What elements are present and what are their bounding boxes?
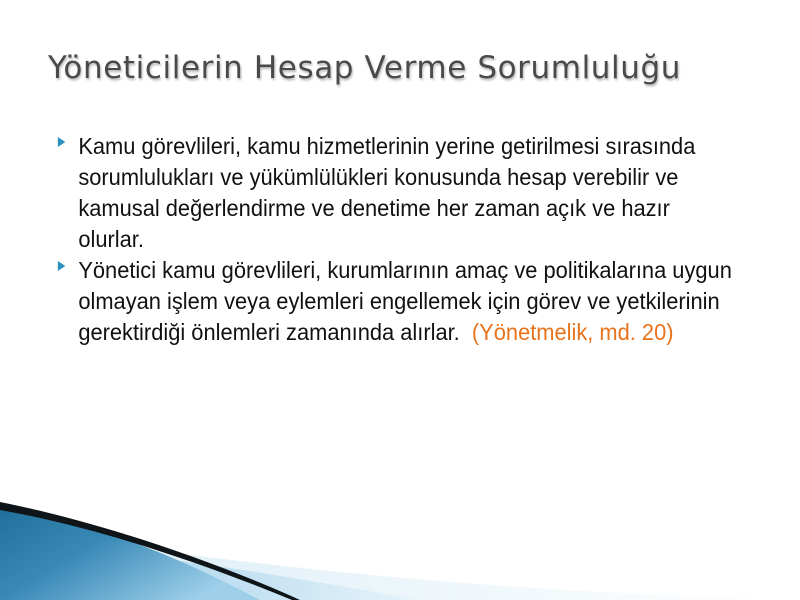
decor-blue-wave — [0, 506, 260, 600]
bullet-text: Kamu görevlileri, kamu hizmetlerinin yerine getirilmesi sırasında sorumlulukları ve yükümlülükleri konusunda hesap verebilir ve kamusal değerlendirme ve denetime her zaman açık ve hazır olurlar. — [78, 133, 696, 252]
slide-title: Yöneticilerin Hesap Verme Sorumluluğu — [48, 50, 682, 86]
bullet-item — [56, 255, 739, 348]
triangle-right-icon — [58, 261, 65, 271]
triangle-right-icon — [58, 137, 65, 147]
bullet-text: Yönetici kamu görevlileri, kurumlarının amaç ve politikalarına uygun olmayan işlem veya eylemleri engellemek için görev ve yetkilerinin gerektirdiği önlemleri zamanında alırlar. — [78, 257, 732, 345]
reference-citation: (Yönetmelik, md. 20) — [471, 319, 674, 345]
bullet-item — [56, 131, 739, 255]
corner-decoration — [0, 500, 800, 600]
bullet-list — [56, 131, 756, 348]
